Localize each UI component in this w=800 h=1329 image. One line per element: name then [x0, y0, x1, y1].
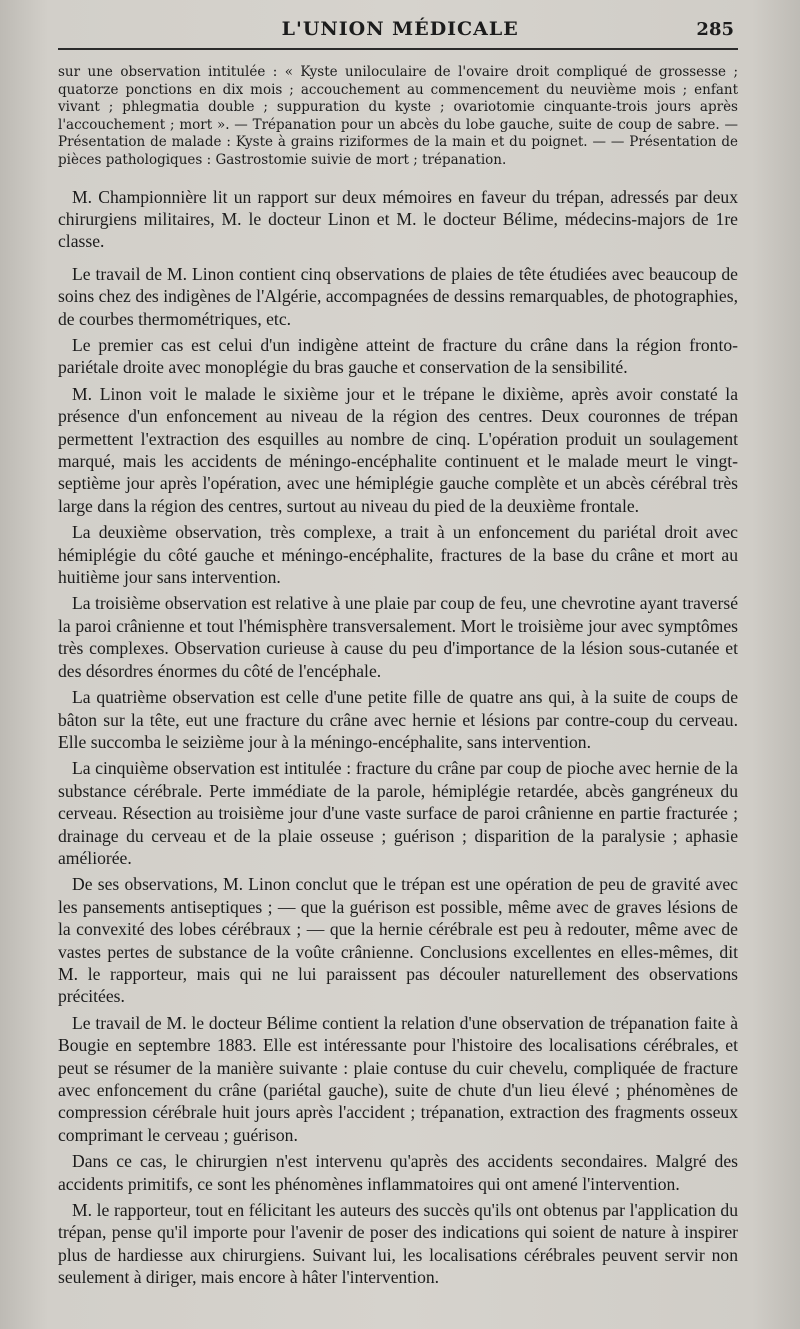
paragraph-4: M. Linon voit le malade le sixième jour et le trépane le dixième, après avoir constaté la présence d'un enfoncement au niveau de la région des centres. Deux couronnes de trépan permettent l'extraction des esquilles au nombre de cinq. L'opération produit un soulagement marqué, mais les accidents de méningo-encéphalite continuent et le malade meurt le vingt-septième jour après l'opération, avec une hémiplégie gauche complète et un abcès cérébral très large dans la région des centres, surtout au niveau du pied de la deuxième frontale. — [58, 383, 738, 516]
summary-paragraph: sur une observation intitulée : « Kyste uniloculaire de l'ovaire droit compliqué de grossesse ; quatorze ponctions en dix mois ; accouchement au commencement du neuvième mois ; enfant vivant ; phlegmatia double ; suppuration du kyste ; ovariotomie cinquante-trois jours après l'accouchement ; mort ». — Trépanation pour un abcès du lobe gauche, suite de coup de sabre. — Présentation de malade : Kyste à grains riziformes de la main et du poignet. — — Présentation de pièces pathologiques : Gastrostomie suivie de mort ; trépanation. — [58, 64, 738, 168]
running-header — [58, 18, 738, 50]
paragraph-6: La troisième observation est relative à une plaie par coup de feu, une chevrotine ayant traversé la paroi crânienne et tout l'hémisphère transversalement. Mort le troisième jour avec symptômes très complexes. Observation curieuse à cause du peu d'importance de la lésion sous-cutanée et des désordres énormes du côté de l'encéphale. — [58, 593, 738, 681]
paragraph-8: La cinquième observation est intitulée : fracture du crâne par coup de pioche avec hernie de la substance cérébrale. Perte immédiate de la parole, hémiplégie retardée, abcès gangréneux du cerveau. Résection au troisième jour d'une vaste surface de paroi crânienne en partie fracturée ; drainage du cerveau et de la plaie osseuse ; guérison ; disparition de la paralysie ; aphasie améliorée. — [58, 758, 738, 868]
paragraph-7: La quatrième observation est celle d'une petite fille de quatre ans qui, à la suite de coups de bâton sur la tête, eut une fracture du crâne avec hernie et lésions par contre-coup du cerveau. Elle succomba le seizième jour à la méningo-encéphalite, sans intervention. — [58, 687, 738, 752]
paragraph-5: La deuxième observation, très complexe, a trait à un enfoncement du pariétal droit avec hémiplégie du côté gauche et méningo-encéphalite, fractures de la base du crâne et mort au huitième jour sans intervention. — [58, 522, 738, 588]
paragraph-10: Le travail de M. le docteur Bélime contient la relation d'une observation de trépanation faite à Bougie en septembre 1883. Elle est intéressante pour l'histoire des localisations cérébrales, et peut se résumer de la manière suivante : plaie contuse du cuir chevelu, compliquée de fracture avec enfoncement du crâne (pariétal gauche), suite de chute d'un lieu élevé ; phénomènes de compression cérébrale huit jours après l'accident ; trépanation, extraction des fragments osseux comprimant le cerveau ; guérison. — [58, 1012, 738, 1145]
running-title: L'UNION MÉDICALE — [281, 18, 519, 40]
article-body — [58, 186, 738, 1289]
paragraph-12: M. le rapporteur, tout en félicitant les auteurs des succès qu'ils ont obtenus par l'application du trépan, pense qu'il importe pour l'avenir de poser des indications qui soient de nature à inspirer plus de hardiesse aux chirurgiens. Suivant lui, les localisations cérébrales peuvent servir non seulement à diriger, mais encore à hâter l'intervention. — [58, 1200, 738, 1288]
paragraph-9: De ses observations, M. Linon conclut que le trépan est une opération de peu de gravité avec les pansements antiseptiques ; — que la guérison est possible, même avec de graves lésions de la convexité des lobes cérébraux ; — que la hernie cérébrale est peu à redouter, même avec de vastes pertes de substance de la voûte crânienne. Conclusions excellentes en elles-mêmes, dit M. le rapporteur, mais qui ne lui paraissent pas découler naturellement des observations précitées. — [58, 874, 738, 1007]
paragraph-1: M. Championnière lit un rapport sur deux mémoires en faveur du trépan, adressés par deux chirurgiens militaires, M. le docteur Linon et M. le docteur Bélime, médecins-majors de 1re classe. — [58, 186, 738, 252]
page-number: 285 — [696, 19, 734, 40]
session-summary — [58, 64, 738, 170]
paragraph-2: Le travail de M. Linon contient cinq observations de plaies de tête étudiées avec beaucoup de soins chez des indigènes de l'Algérie, accompagnées de dessins remarquables, de photographies, de courbes thermométriques, etc. — [58, 263, 738, 329]
paragraph-3: Le premier cas est celui d'un indigène atteint de fracture du crâne dans la région fronto-pariétale droite avec monoplégie du bras gauche et conservation de la sensibilité. — [58, 335, 738, 378]
paragraph-11: Dans ce cas, le chirurgien n'est intervenu qu'après des accidents secondaires. Malgré des accidents primitifs, ce sont les phénomènes inflammatoires qui ont amené l'intervention. — [58, 1151, 738, 1194]
